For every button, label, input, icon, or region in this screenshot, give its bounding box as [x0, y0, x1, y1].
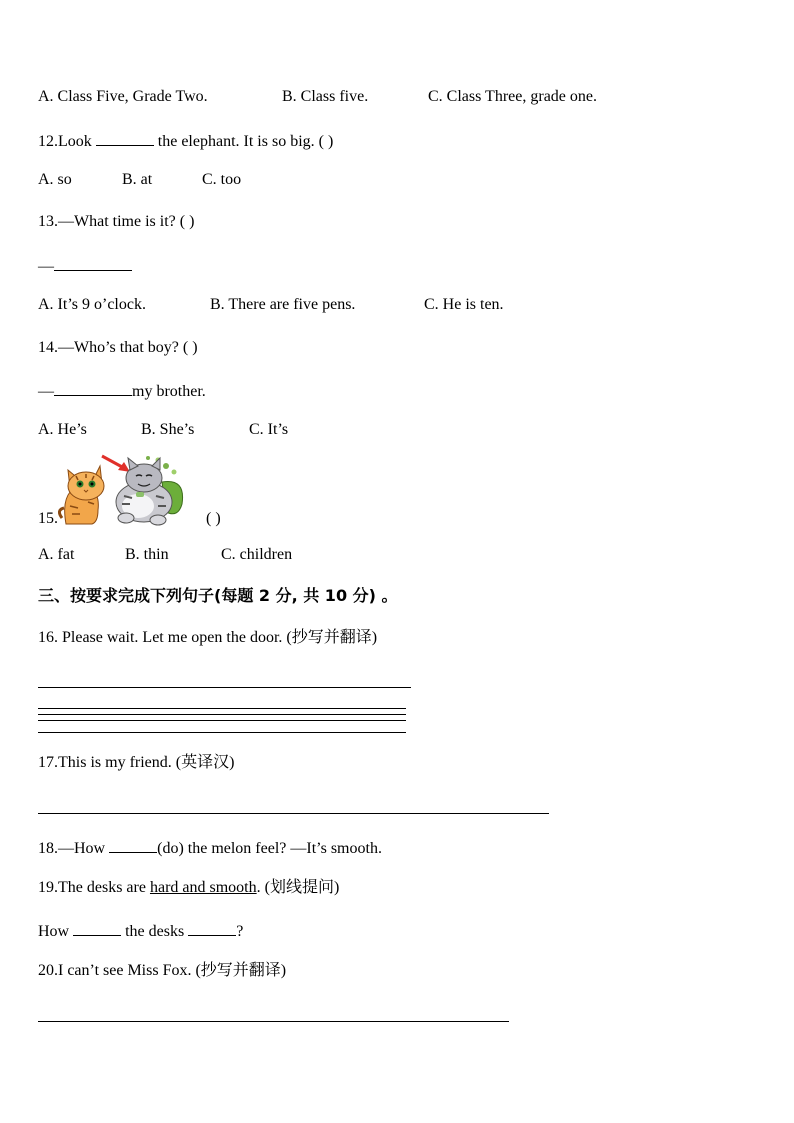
q15-cats-picture	[58, 452, 188, 526]
q14-option-c: C. It’s	[249, 421, 289, 438]
q17-question: 17.This is my friend. (英译汉)	[38, 754, 235, 771]
q12-answer-paren: ( )	[318, 133, 334, 150]
q13-answer-line: —	[38, 254, 132, 277]
q14-option-a: A. He’s	[38, 421, 87, 438]
q19-underlined-phrase: hard and smooth	[149, 879, 257, 896]
q19-blank-1	[73, 919, 121, 936]
q20-question: 20.I can’t see Miss Fox. (抄写并翻译)	[38, 962, 287, 979]
q12-blank	[96, 129, 154, 146]
q16-writing-line-1	[38, 708, 406, 709]
q12-number: 12.	[38, 133, 58, 150]
q19-question: 19.The desks are hard and smooth. (划线提问)	[38, 879, 340, 896]
q12-option-c: C. too	[202, 171, 242, 188]
q12-option-a: A. so	[38, 171, 72, 188]
q15-answer-paren: ( )	[206, 510, 221, 527]
q13-option-a: A. It’s 9 o’clock.	[38, 296, 146, 313]
q19-blank-2	[188, 919, 236, 936]
q11-option-a: A. Class Five, Grade Two.	[38, 88, 208, 105]
q14-answer-paren: ( )	[182, 339, 198, 356]
q20-answer-line	[38, 1021, 509, 1022]
q14-option-b: B. She’s	[141, 421, 195, 438]
q16-question: 16. Please wait. Let me open the door. (抄写并翻译)	[38, 629, 378, 646]
q16-writing-line-4	[38, 732, 406, 733]
tabby-kitten-icon	[59, 466, 104, 524]
q14-question: 14.—Who’s that boy? ( )	[38, 339, 198, 356]
section-3-heading: 三、按要求完成下列句子(每题 2 分, 共 10 分) 。	[38, 586, 398, 605]
q15-option-b: B. thin	[125, 546, 169, 563]
q16-writing-line-2	[38, 714, 406, 715]
q14-blank	[54, 379, 132, 396]
q15-option-a: A. fat	[38, 546, 75, 563]
q14-answer-line: — my brother.	[38, 379, 206, 402]
q11-option-b: B. Class five.	[282, 88, 369, 105]
q17-answer-line	[38, 813, 549, 814]
q14-number: 14.	[38, 339, 58, 356]
q12-question: 12.Look the elephant. It is so big. ( )	[38, 129, 333, 152]
q13-question: 13.—What time is it? ( )	[38, 213, 195, 230]
q13-blank	[54, 254, 132, 271]
q13-option-b: B. There are five pens.	[210, 296, 356, 313]
q16-writing-line-3	[38, 720, 406, 721]
q15-option-c: C. children	[221, 546, 293, 563]
q12-option-b: B. at	[122, 171, 153, 188]
q16-answer-line	[38, 687, 411, 688]
q11-option-c: C. Class Three, grade one.	[428, 88, 597, 105]
q13-answer-paren: ( )	[179, 213, 195, 230]
q18-number: 18.	[38, 840, 58, 857]
q18-question: 18.—How (do) the melon feel? —It’s smooth.	[38, 836, 382, 859]
red-arrow-icon	[102, 456, 130, 472]
q18-blank	[109, 836, 157, 853]
q19-answer-line: How the desks ?	[38, 919, 243, 942]
q13-option-c: C. He is ten.	[424, 296, 504, 313]
q15-number: 15.	[38, 510, 58, 527]
q13-number: 13.	[38, 213, 58, 230]
